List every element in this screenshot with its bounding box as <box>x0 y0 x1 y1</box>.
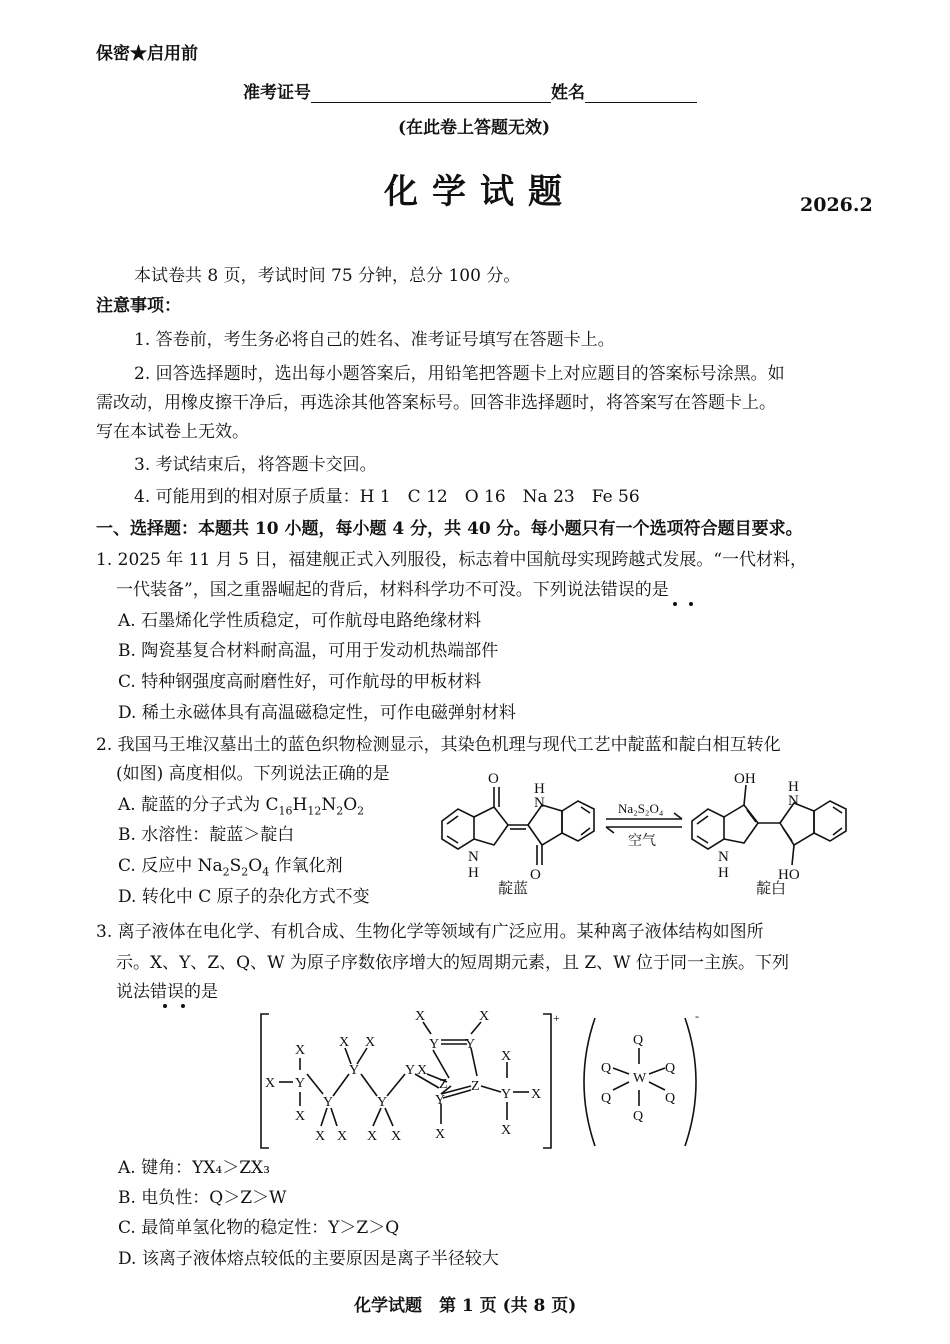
exam-date: 2026.2 <box>800 194 873 216</box>
atom-label: OH <box>734 771 756 787</box>
atom-label: X <box>435 1127 446 1142</box>
atom-label: X <box>531 1087 542 1102</box>
atom-label: Q <box>665 1061 676 1076</box>
atom-label: X <box>337 1129 348 1144</box>
indigo-conversion-figure <box>430 765 870 905</box>
ionic-liquid-figure <box>255 1008 715 1156</box>
atom-label: X <box>501 1049 512 1064</box>
atom-label: Q <box>665 1091 676 1106</box>
atom-label: X <box>339 1035 350 1050</box>
q3-stem-line-1: 3. 离子液体在电化学、有机合成、生物化学等领域有广泛应用。某种离子液体结构如图所 <box>96 922 764 942</box>
atom-label: X <box>365 1035 376 1050</box>
q1-option-c[interactable]: C. 特种钢强度高耐磨性好，可作航母的甲板材料 <box>118 672 482 692</box>
atom-label: N <box>718 849 729 865</box>
atom-label: H <box>718 865 729 881</box>
atom-label: Y <box>405 1063 416 1078</box>
atom-label: Y <box>429 1037 440 1052</box>
q1-stem-line-2: 一代装备”，国之重器崛起的背后，材料科学功不可没。下列说法错误的是 <box>116 580 669 600</box>
atom-label: X <box>501 1123 512 1138</box>
indigo-label: 靛蓝 <box>498 881 529 897</box>
indigo-formula: $C_{16}H_{12}N_2O_2$ <box>265 795 365 818</box>
confidential-label: 保密★启用前 <box>96 44 198 64</box>
benzene-ring <box>562 801 594 841</box>
name-field[interactable] <box>585 82 697 103</box>
emphasis-dot <box>673 602 677 606</box>
page-title: 化学试题 <box>384 172 576 212</box>
atom-label: Q <box>601 1061 612 1076</box>
atom-label: Y <box>295 1076 306 1091</box>
atom-label: Y <box>323 1095 334 1110</box>
atom-label: Q <box>601 1091 612 1106</box>
atom-label: O <box>488 771 499 787</box>
atom-label: X <box>367 1129 378 1144</box>
note-2-line-2: 需改动，用橡皮擦干净后，再选涂其他答案标号。回答非选择题时，将答案写在答题卡上。 <box>96 393 776 413</box>
q1-stem-line-1: 1. 2025 年 11 月 5 日，福建舰正式入列服役，标志着中国航母实现跨越式发展。“一代材料， <box>96 550 808 570</box>
ticket-number-label: 准考证号 <box>243 83 311 103</box>
emphasis-dot <box>181 1004 185 1008</box>
note-1: 1. 答卷前，考生务必将自己的姓名、准考证号填写在答题卡上。 <box>134 330 615 350</box>
atom-label: O <box>530 867 541 883</box>
atom-label: X <box>417 1063 428 1078</box>
q1-option-b[interactable]: B. 陶瓷基复合材料耐高温，可用于发动机热端部件 <box>118 641 499 661</box>
ticket-number-field[interactable] <box>311 82 551 103</box>
note-2-line-1: 2. 回答选择题时，选出每小题答案后，用铅笔把答题卡上对应题目的答案标号涂黑。如 <box>134 364 785 384</box>
q2-option-a-text: A. 靛蓝的分子式为 <box>118 795 266 815</box>
atom-label: N <box>534 795 545 811</box>
atom-label: Z <box>471 1079 480 1094</box>
atom-label: X <box>295 1043 306 1058</box>
q2-stem-line-2: (如图) 高度相似。下列说法正确的是 <box>116 764 390 784</box>
q2-option-a[interactable] <box>118 795 364 821</box>
anion-charge: - <box>695 1009 699 1023</box>
leuco-indigo-label: 靛白 <box>756 881 787 897</box>
q3-option-d[interactable]: D. 该离子液体熔点较低的主要原因是离子半径较大 <box>118 1249 499 1269</box>
note-4: 4. 可能用到的相对原子质量：H 1 C 12 O 16 Na 23 Fe 56 <box>134 487 640 507</box>
reductant-formula: $Na_2S_2O_4$ <box>197 856 270 879</box>
invalid-note: (在此卷上答题无效) <box>398 118 551 138</box>
atom-label: H <box>468 865 479 881</box>
atom-label: X <box>265 1076 276 1091</box>
q3-option-a[interactable]: A. 键角：YX₄＞ZX₃ <box>118 1158 270 1178</box>
emphasis-dot <box>689 602 693 606</box>
atom-label: Y <box>501 1087 512 1102</box>
q1-option-a[interactable]: A. 石墨烯化学性质稳定，可作航母电路绝缘材料 <box>118 611 482 631</box>
q3-option-b[interactable]: B. 电负性：Q＞Z＞W <box>118 1188 287 1208</box>
cation-charge: + <box>553 1011 560 1025</box>
page-footer: 化学试题 第 1 页 (共 8 页) <box>354 1296 577 1316</box>
q3-stem-line-3: 说法错误的是 <box>116 982 218 1002</box>
exam-summary: 本试卷共 8 页，考试时间 75 分钟，总分 100 分。 <box>134 266 521 286</box>
atom-label: X <box>391 1129 402 1144</box>
atom-label: X <box>415 1009 426 1024</box>
note-3: 3. 考试结束后，将答题卡交回。 <box>134 455 377 475</box>
atom-label: X <box>295 1109 306 1124</box>
q2-option-d[interactable]: D. 转化中 C 原子的杂化方式不变 <box>118 887 370 907</box>
q2-option-b[interactable]: B. 水溶性：靛蓝＞靛白 <box>118 825 295 845</box>
name-label: 姓名 <box>551 83 585 103</box>
atom-label: W <box>633 1071 647 1086</box>
atom-label: Y <box>377 1095 388 1110</box>
emphasis-dot <box>163 1004 167 1008</box>
atom-label: N <box>788 793 799 809</box>
atom-label: X <box>479 1009 490 1024</box>
benzene-ring <box>814 801 846 841</box>
atom-label: HO <box>778 867 800 883</box>
reverse-reagent-label: 空气 <box>628 834 656 849</box>
atom-label: H <box>534 781 545 797</box>
ticket-number-row <box>243 82 697 103</box>
atom-label: Y <box>435 1093 446 1108</box>
q2-option-c-suffix: 作氧化剂 <box>269 856 343 876</box>
atom-label: Q <box>633 1109 644 1124</box>
reagent-label: Na₂S₂O₄ <box>618 801 664 816</box>
q2-option-c-prefix: C. 反应中 <box>118 856 198 876</box>
section-1-heading: 一、选择题：本题共 10 小题，每小题 4 分，共 40 分。每小题只有一个选项符合题目要求。 <box>96 519 803 539</box>
q1-option-d[interactable]: D. 稀土永磁体具有高温磁稳定性，可作电磁弹射材料 <box>118 703 516 723</box>
q3-option-c[interactable]: C. 最简单氢化物的稳定性：Y＞Z＞Q <box>118 1218 400 1238</box>
notes-heading: 注意事项： <box>96 296 181 316</box>
note-2-line-3: 写在本试卷上无效。 <box>96 422 249 442</box>
atom-label: Y <box>349 1063 360 1078</box>
atom-label: Z <box>439 1077 448 1092</box>
q3-stem-line-2: 示。X、Y、Z、Q、W 为原子序数依序增大的短周期元素，且 Z、W 位于同一主族。下列 <box>116 953 790 973</box>
q2-option-c[interactable] <box>118 856 343 882</box>
atom-label: H <box>788 779 799 795</box>
q2-stem-line-1: 2. 我国马王堆汉墓出土的蓝色织物检测显示，其染色机理与现代工艺中靛蓝和靛白相互转化 <box>96 735 781 755</box>
atom-label: N <box>468 849 479 865</box>
atom-label: Y <box>465 1037 476 1052</box>
atom-label: Q <box>633 1033 644 1048</box>
atom-label: X <box>315 1129 326 1144</box>
